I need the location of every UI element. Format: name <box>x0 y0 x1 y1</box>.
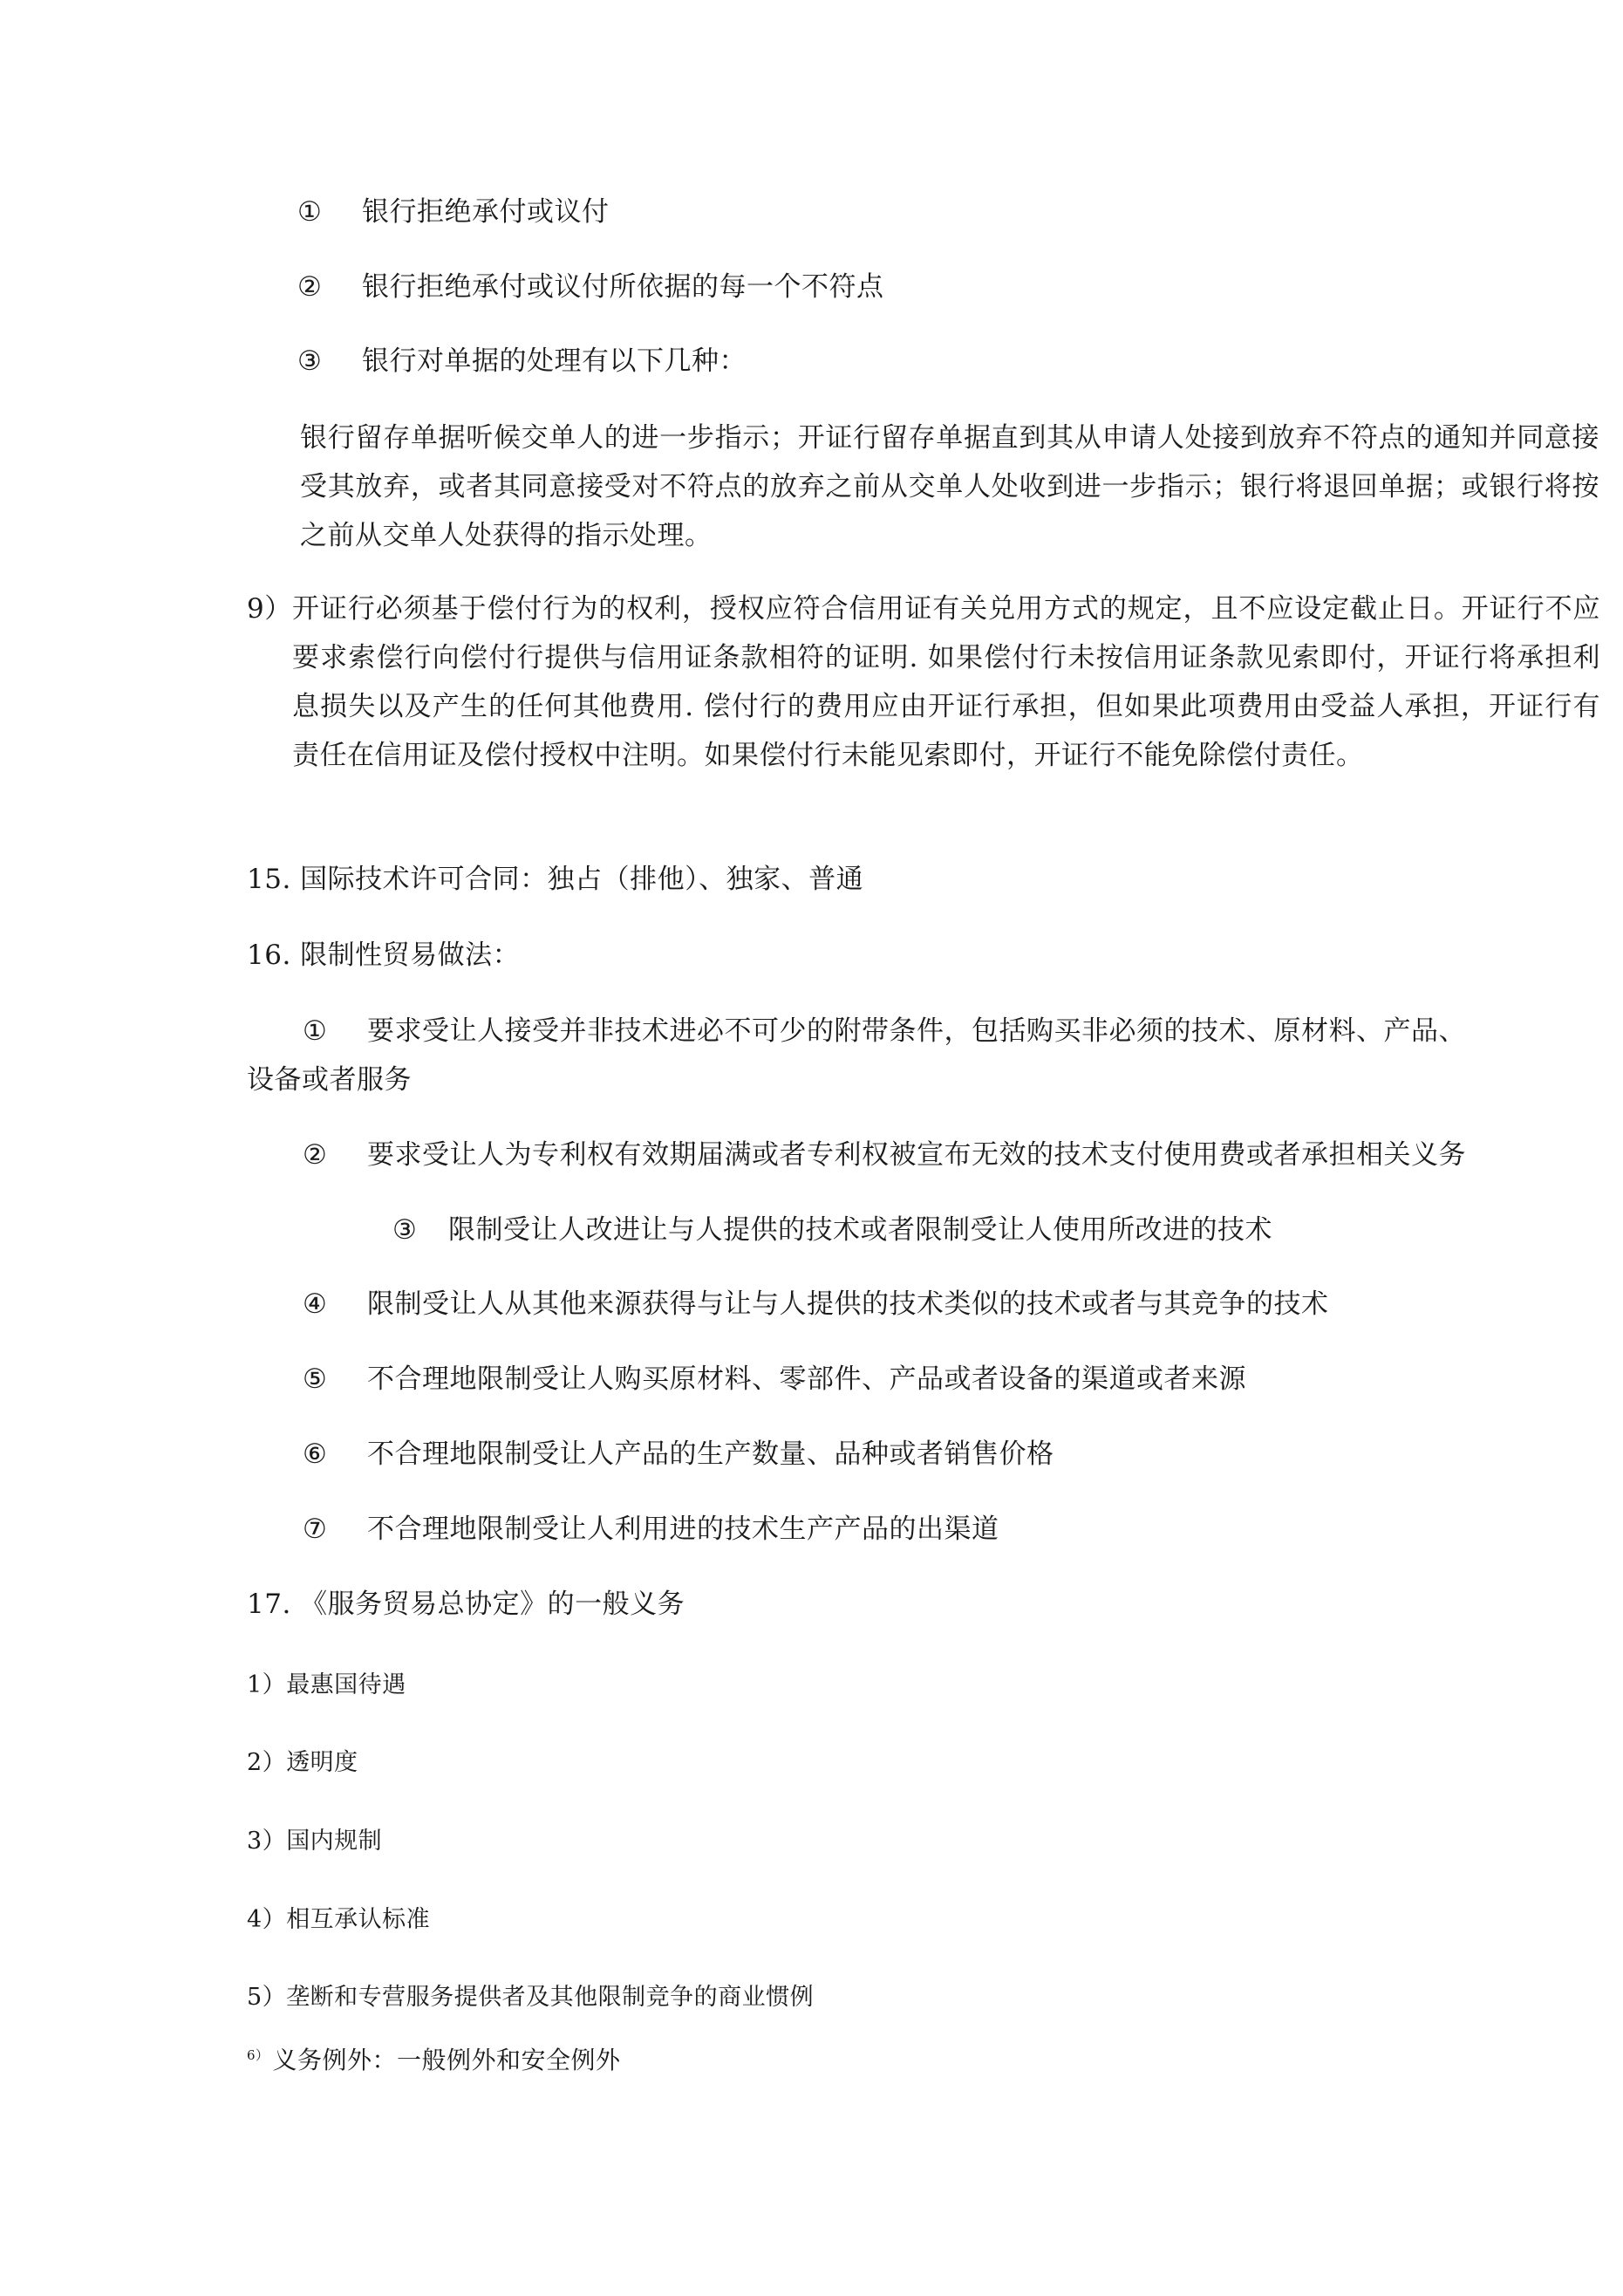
list-item <box>303 1139 1466 1171</box>
list-item <box>247 1829 382 1853</box>
section-9-text: 开证行必须基于偿付行为的权利，授权应符合信用证有关兑用方式的规定，且不应设定截止日。开证行不应要求索偿行向偿付行提供与信用证条款相符的证明. 如果偿付行未按信用证条款见索即付，开证行将承担利息损失以及产生的任何其他费用. 偿付行的费用应由开证行承担，但如果此项费用由受益人承担，开证行有责任在信用证及偿付授权中注明。如果偿付行未能见索即付，开证行不能免除偿付责任。 <box>292 593 1600 771</box>
list-marker: 5） <box>247 1984 287 2011</box>
list-marker: ③ <box>297 345 323 377</box>
list-item-text: 限制受让人从其他来源获得与让与人提供的技术类似的技术或者与其竞争的技术 <box>367 1288 1329 1320</box>
list-item-text: 要求受让人为专利权有效期届满或者专利权被宣布无效的技术支付使用费或者承担相关义务 <box>367 1139 1466 1171</box>
list-item-text: 不合理地限制受让人产品的生产数量、品种或者销售价格 <box>367 1438 1054 1470</box>
list-item-text: 垄断和专营服务提供者及其他限制竞争的商业惯例 <box>286 1984 815 2011</box>
list-item-continuation: 设备或者服务 <box>247 1064 412 1096</box>
list-marker: ② <box>297 271 323 303</box>
list-item <box>303 1516 999 1543</box>
list-item <box>303 1288 1329 1320</box>
list-item <box>297 345 747 377</box>
list-marker: ④ <box>303 1288 328 1320</box>
list-item-text: 透明度 <box>286 1749 358 1776</box>
list-item-text: 不合理地限制受让人利用进的技术生产产品的出渠道 <box>367 1514 999 1545</box>
list-marker: ⑤ <box>303 1363 328 1395</box>
list-item <box>247 1751 358 1774</box>
section-15-heading: 15. 国际技术许可合同：独占（排他）、独家、普通 <box>247 864 864 895</box>
list-item <box>303 1363 1246 1395</box>
list-item-text: 国内规制 <box>286 1828 383 1855</box>
list-marker: ⑦ <box>303 1514 328 1545</box>
list-marker: 4） <box>247 1906 287 1933</box>
list-item-text: 不合理地限制受让人购买原材料、零部件、产品或者设备的渠道或者来源 <box>367 1363 1246 1395</box>
section-9-marker: 9） <box>247 593 292 625</box>
list-item <box>247 1673 406 1697</box>
section-17-heading: 17. 《服务贸易总协定》的一般义务 <box>247 1589 685 1620</box>
list-item-text: 银行拒绝承付或议付 <box>362 196 610 228</box>
list-item-text: 银行对单据的处理有以下几种： <box>362 345 747 377</box>
list-marker: ③ <box>392 1214 418 1246</box>
list-item <box>303 1438 1054 1470</box>
list-marker: 3） <box>247 1828 287 1855</box>
list-item <box>297 196 610 228</box>
list-item-text: 银行拒绝承付或议付所依据的每一个不符点 <box>362 271 884 303</box>
list-item-text: 要求受让人接受并非技术进必不可少的附带条件，包括购买非必须的技术、原材料、产品、 <box>367 1015 1466 1047</box>
list-marker: 6） <box>247 2047 269 2063</box>
list-item <box>247 2048 621 2073</box>
list-marker: ② <box>303 1139 328 1171</box>
list-item <box>247 1985 814 2009</box>
list-item <box>297 271 884 303</box>
list-marker: ⑥ <box>303 1438 328 1470</box>
list-marker: 2） <box>247 1749 287 1776</box>
list-marker: 1） <box>247 1671 287 1698</box>
list-marker: ① <box>303 1015 328 1047</box>
document-handling-note: 银行留存单据听候交单人的进一步指示；开证行留存单据直到其从申请人处接到放弃不符点的通知并同意接受其放弃，或者其同意接受对不符点的放弃之前从交单人处收到进一步指示；银行将退回单据；或银行将按之前从交单人处获得的指示处理。 <box>300 422 1599 551</box>
list-item-text: 义务例外：一般例外和安全例外 <box>272 2046 621 2074</box>
list-item <box>392 1214 1272 1246</box>
list-item-text: 限制受让人改进让与人提供的技术或者限制受让人使用所改进的技术 <box>448 1214 1272 1246</box>
list-item <box>303 1015 1466 1047</box>
list-item-text: 最惠国待遇 <box>286 1671 406 1698</box>
section-16-heading: 16. 限制性贸易做法： <box>247 940 521 971</box>
list-item <box>247 1908 430 1931</box>
list-marker: ① <box>297 196 323 228</box>
list-item-text: 相互承认标准 <box>286 1906 431 1933</box>
